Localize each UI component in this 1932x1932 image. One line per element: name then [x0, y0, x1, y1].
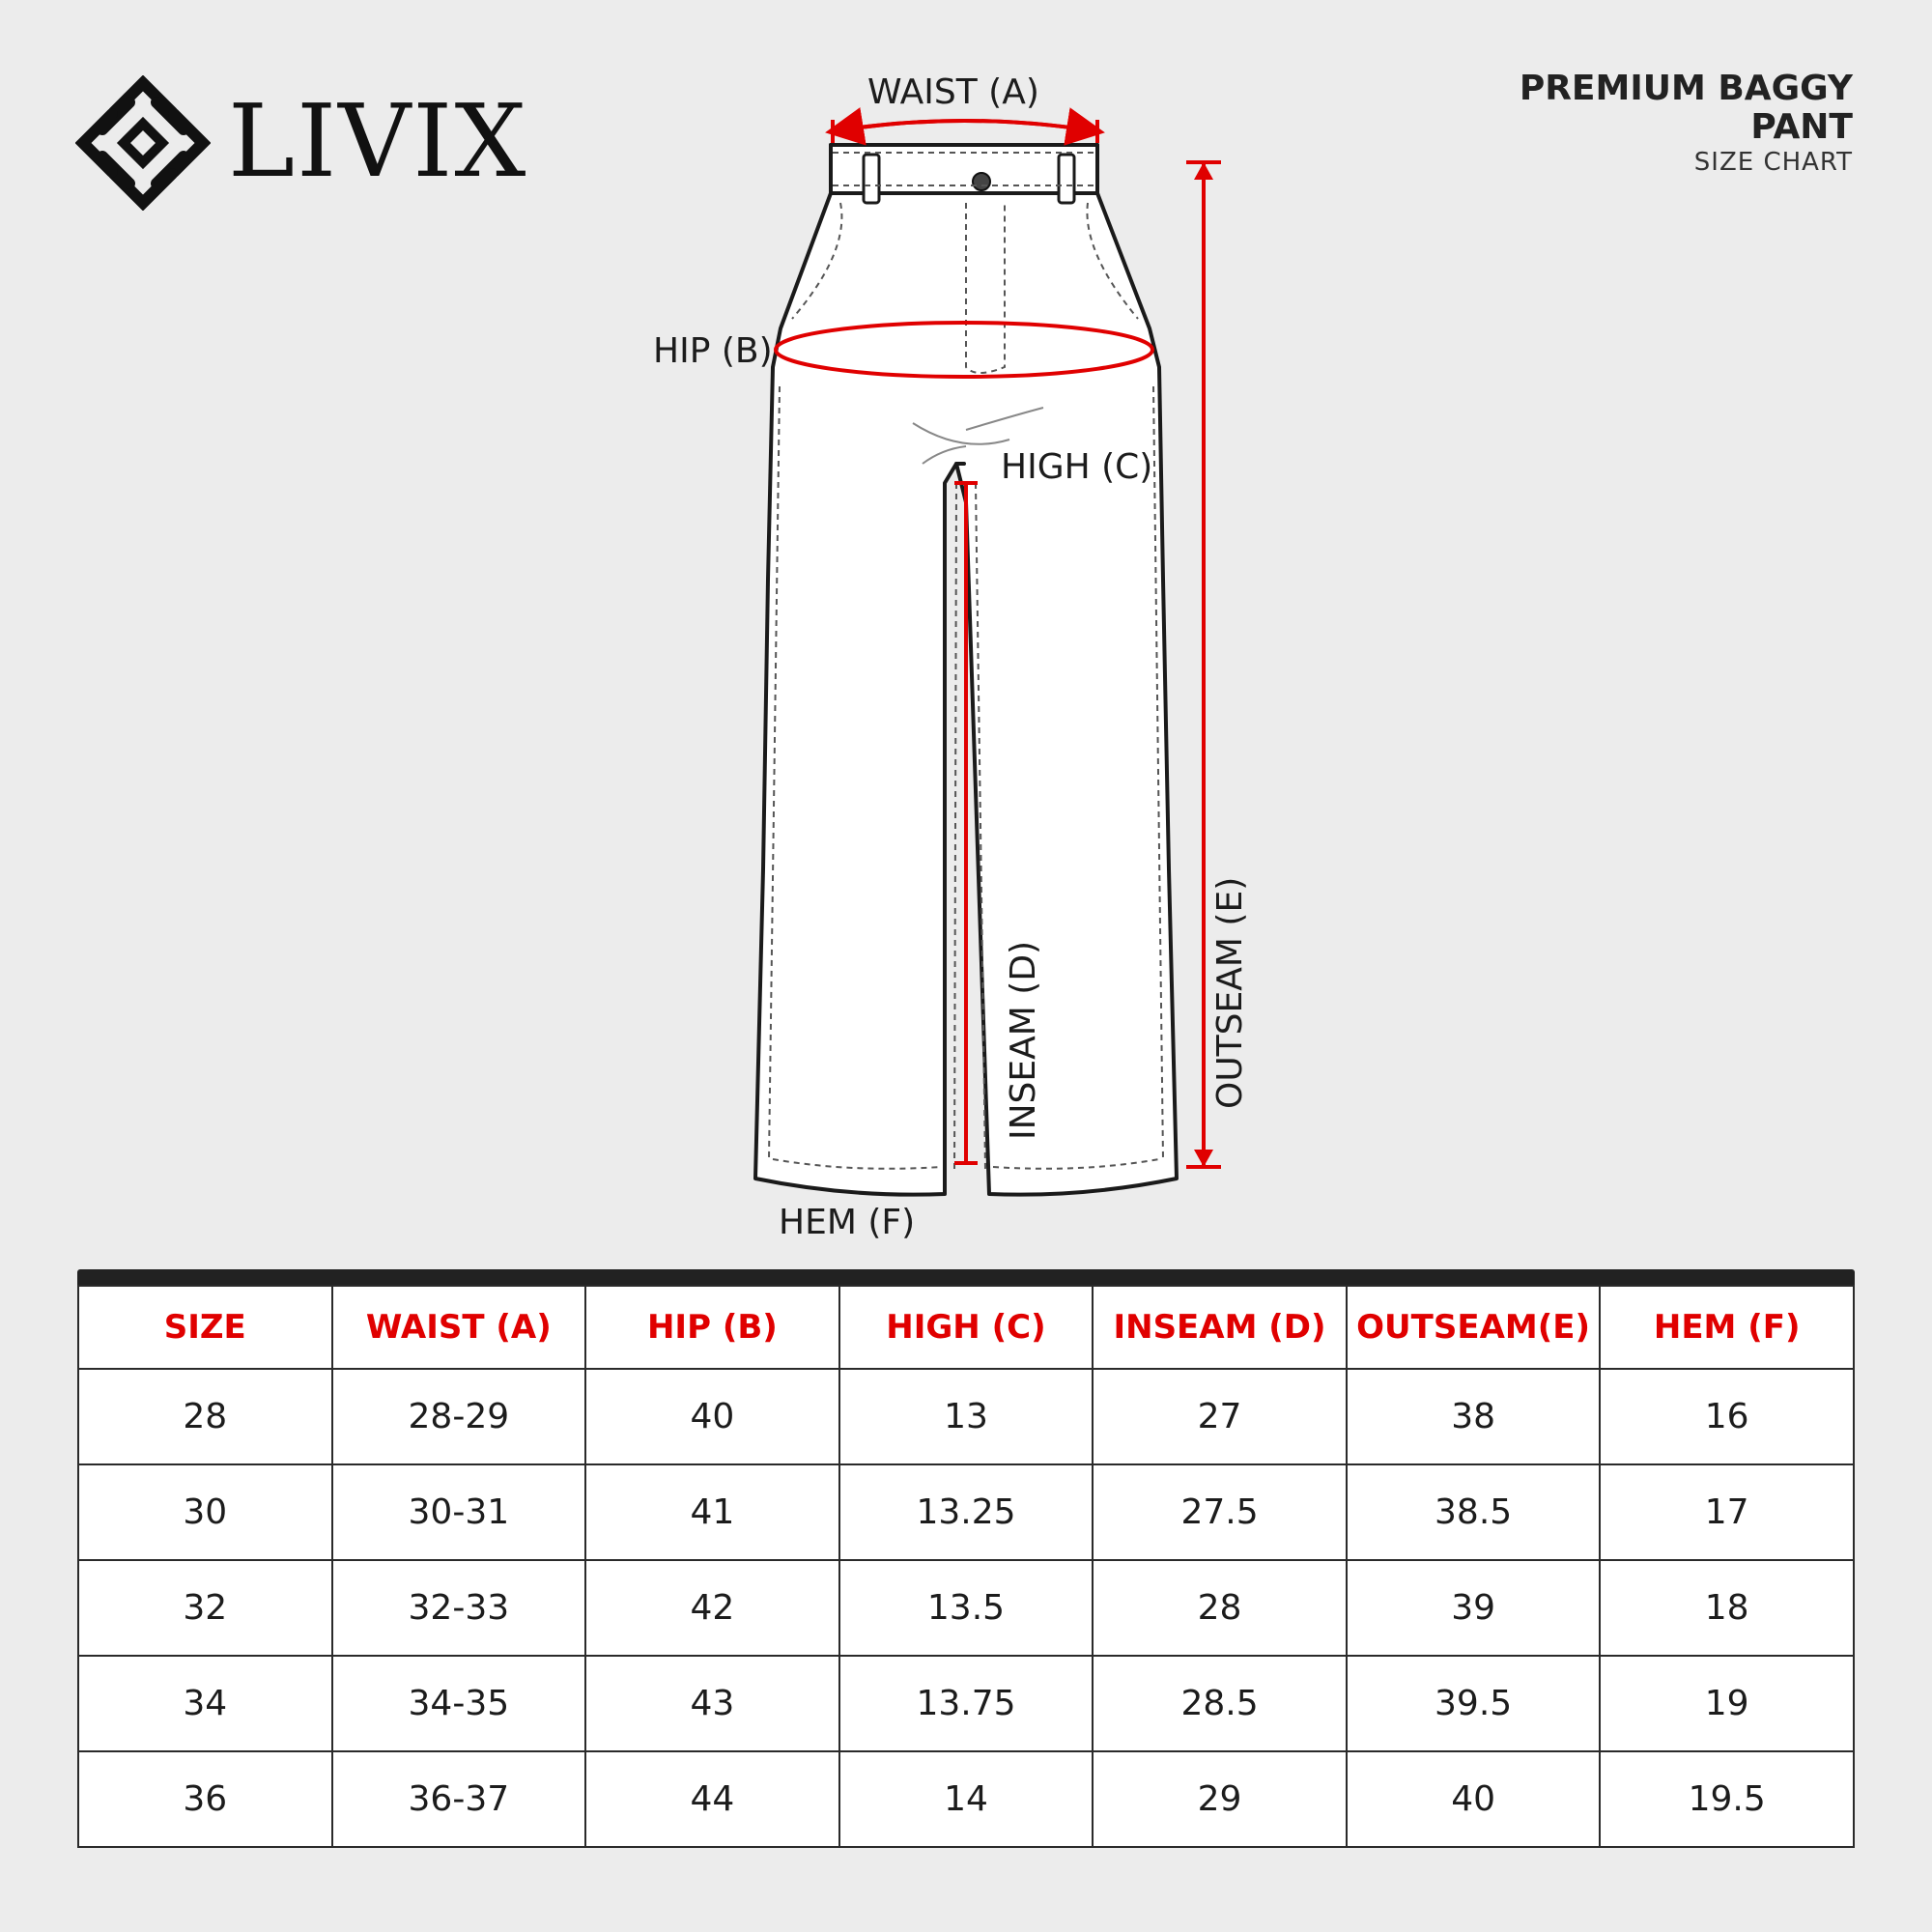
inseam-label: INSEAM (D)	[1004, 940, 1043, 1140]
cell-high: 13.25	[839, 1464, 1094, 1560]
cell-waist: 28-29	[332, 1369, 586, 1464]
product-title-line2: PANT	[1750, 107, 1853, 147]
table-row	[78, 1656, 1854, 1751]
cell-hip: 42	[585, 1560, 839, 1656]
table-row	[78, 1464, 1854, 1560]
product-title-line1: PREMIUM BAGGY	[1519, 69, 1853, 108]
cell-outseam: 38	[1347, 1369, 1601, 1464]
size-chart-table	[77, 1285, 1855, 1848]
cell-size: 28	[78, 1369, 332, 1464]
cell-inseam: 29	[1093, 1751, 1347, 1847]
cell-hem: 19	[1600, 1656, 1854, 1751]
cell-size: 34	[78, 1656, 332, 1751]
header-high: HIGH (C)	[839, 1286, 1094, 1369]
header-outseam: OUTSEAM(E)	[1347, 1286, 1601, 1369]
cell-hip: 44	[585, 1751, 839, 1847]
cell-waist: 30-31	[332, 1464, 586, 1560]
hip-label: HIP (B)	[653, 331, 773, 371]
cell-high: 13	[839, 1369, 1094, 1464]
header-hip: HIP (B)	[585, 1286, 839, 1369]
cell-outseam: 39	[1347, 1560, 1601, 1656]
cell-hip: 41	[585, 1464, 839, 1560]
table-top-bar	[77, 1269, 1855, 1285]
waist-label: WAIST (A)	[867, 72, 1039, 112]
cell-hip: 40	[585, 1369, 839, 1464]
button-icon	[973, 173, 990, 190]
header-hem: HEM (F)	[1600, 1286, 1854, 1369]
size-chart-subtitle: SIZE CHART	[1693, 148, 1853, 177]
cell-hem: 18	[1600, 1560, 1854, 1656]
outseam-label: OUTSEAM (E)	[1210, 876, 1250, 1109]
cell-waist: 36-37	[332, 1751, 586, 1847]
cell-high: 13.5	[839, 1560, 1094, 1656]
cell-waist: 34-35	[332, 1656, 586, 1751]
cell-inseam: 28.5	[1093, 1656, 1347, 1751]
cell-high: 14	[839, 1751, 1094, 1847]
cell-hip: 43	[585, 1656, 839, 1751]
cell-inseam: 27	[1093, 1369, 1347, 1464]
cell-waist: 32-33	[332, 1560, 586, 1656]
cell-hem: 17	[1600, 1464, 1854, 1560]
header-waist: WAIST (A)	[332, 1286, 586, 1369]
table-row	[78, 1560, 1854, 1656]
size-table	[77, 1269, 1855, 1848]
cell-size: 36	[78, 1751, 332, 1847]
brand-name: LIVIX	[228, 82, 528, 200]
table-header-row	[78, 1286, 1854, 1369]
cell-high: 13.75	[839, 1656, 1094, 1751]
cell-inseam: 28	[1093, 1560, 1347, 1656]
table-row	[78, 1369, 1854, 1464]
cell-inseam: 27.5	[1093, 1464, 1347, 1560]
hem-label: HEM (F)	[779, 1203, 916, 1242]
belt-loop-right	[1059, 155, 1074, 203]
belt-loop-left	[864, 155, 879, 203]
high-label: HIGH (C)	[1001, 447, 1153, 487]
cell-outseam: 40	[1347, 1751, 1601, 1847]
cell-size: 32	[78, 1560, 332, 1656]
table-row	[78, 1751, 1854, 1847]
header-size: SIZE	[78, 1286, 332, 1369]
cell-hem: 19.5	[1600, 1751, 1854, 1847]
cell-size: 30	[78, 1464, 332, 1560]
cell-outseam: 39.5	[1347, 1656, 1601, 1751]
header-inseam: INSEAM (D)	[1093, 1286, 1347, 1369]
cell-hem: 16	[1600, 1369, 1854, 1464]
cell-outseam: 38.5	[1347, 1464, 1601, 1560]
